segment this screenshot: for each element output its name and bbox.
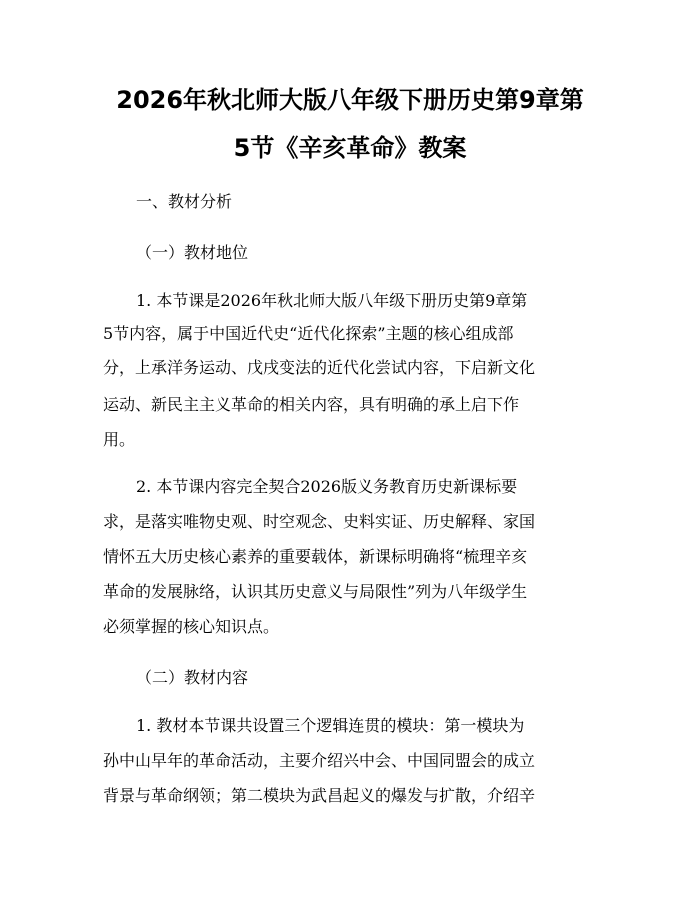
section-heading-textbook-analysis: 一、教材分析 <box>136 192 233 211</box>
paragraph-line: 2. 本节课内容完全契合2026版义务教育历史新课标要 <box>136 477 518 496</box>
subsection-heading-textbook-position: （一）教材地位 <box>136 243 249 262</box>
paragraph-line: 孙中山早年的革命活动，主要介绍兴中会、中国同盟会的成立 <box>103 751 536 770</box>
paragraph-line: 运动、新民主主义革命的相关内容，具有明确的承上启下作 <box>103 395 520 414</box>
paragraph-line: 1. 教材本节课共设置三个逻辑连贯的模块：第一模块为 <box>136 716 525 735</box>
paragraph-line: 背景与革命纲领；第二模块为武昌起义的爆发与扩散，介绍辛 <box>103 786 536 805</box>
paragraph-line: 1. 本节课是2026年秋北师大版八年级下册历史第9章第 <box>136 291 528 310</box>
paragraph-line: 情怀五大历史核心素养的重要载体，新课标明确将“梳理辛亥 <box>103 547 528 566</box>
paragraph-line: 革命的发展脉络，认识其历史意义与局限性”列为八年级学生 <box>103 582 528 601</box>
paragraph-line: 分，上承洋务运动、戊戌变法的近代化尝试内容，下启新文化 <box>103 358 536 377</box>
paragraph-line: 求，是落实唯物史观、时空观念、史料实证、历史解释、家国 <box>103 512 536 531</box>
paragraph-line: 5节内容，属于中国近代史“近代化探索”主题的核心组成部 <box>103 324 514 343</box>
paragraph-line: 必须掌握的核心知识点。 <box>103 617 280 636</box>
document-title-line-1: 2026年秋北师大版八年级下册历史第9章第 <box>116 86 584 114</box>
document-title-line-2: 5节《辛亥革命》教案 <box>233 134 467 162</box>
subsection-heading-textbook-content: （二）教材内容 <box>136 668 249 687</box>
paragraph-line: 用。 <box>103 430 136 449</box>
